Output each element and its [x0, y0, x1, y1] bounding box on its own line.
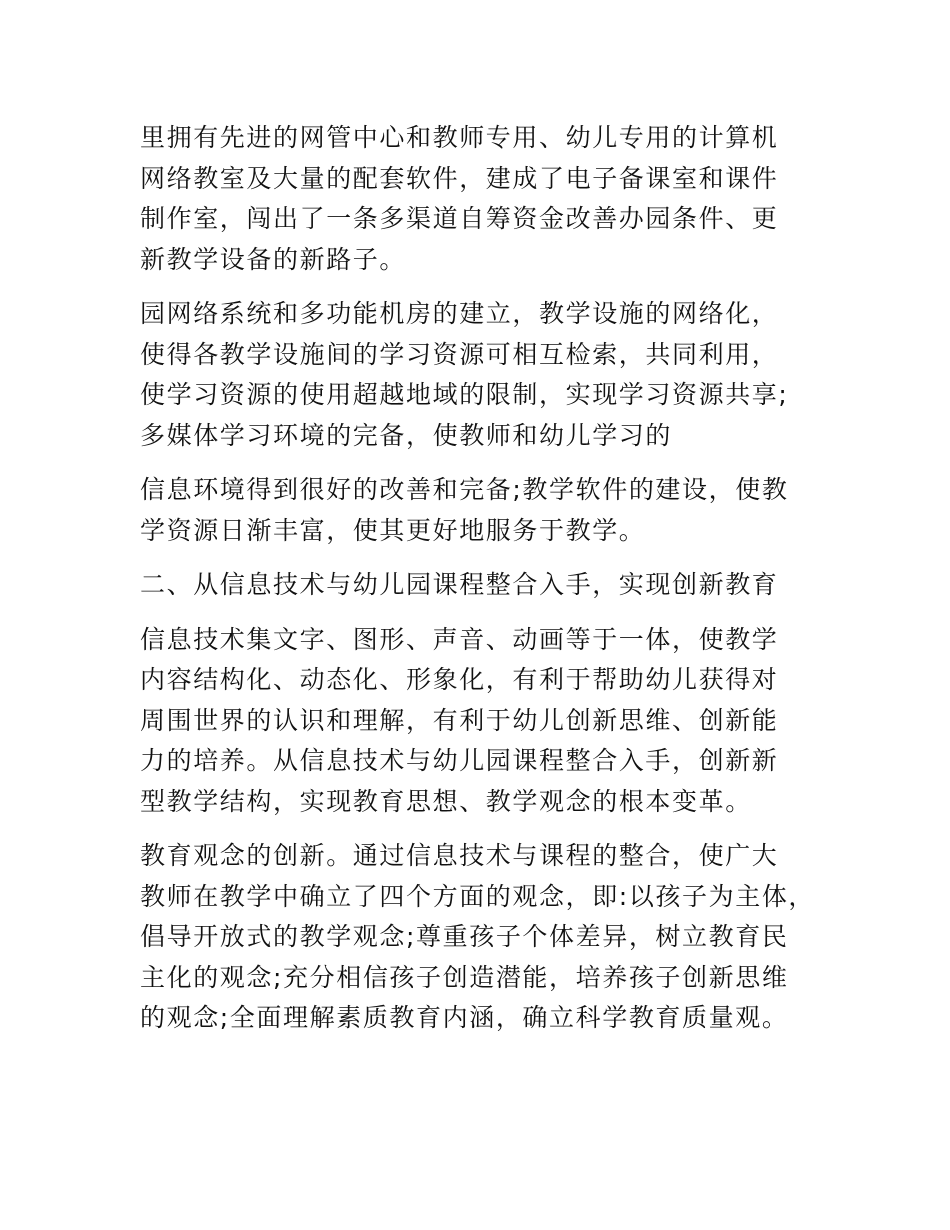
paragraph-5 [140, 836, 840, 1039]
text-line: 园网络系统和多功能机房的建立，教学设施的网络化， [140, 299, 779, 328]
text-line: 教育观念的创新。通过信息技术与课程的整合，使广大 [140, 841, 779, 870]
text-line: 倡导开放式的教学观念;尊重孩子个体差异，树立教育民 [140, 922, 789, 951]
heading-line: 二、从信息技术与幼儿园课程整合入手，实现创新教育 [140, 570, 779, 599]
section-heading [140, 565, 840, 606]
text-line: 信息技术集文字、图形、声音、动画等于一体，使教学 [140, 624, 779, 654]
paragraph-4 [140, 620, 840, 823]
document-body [140, 118, 840, 1053]
text-line: 内容结构化、动态化、形象化，有利于帮助幼儿获得对 [140, 665, 779, 694]
text-line: 力的培养。从信息技术与幼儿园课程整合入手，创新新 [140, 746, 779, 775]
text-line: 使得各教学设施间的学习资源可相互检索，共同利用， [140, 339, 779, 369]
text-line: 里拥有先进的网管中心和教师专用、幼儿专用的计算机 [140, 123, 779, 152]
text-line: 制作室，闯出了一条多渠道自筹资金改善办园条件、更 [140, 204, 779, 233]
paragraph-3 [140, 470, 840, 551]
text-line: 教师在教学中确立了四个方面的观念，即:以孩子为主体， [140, 881, 816, 911]
text-line: 主化的观念;充分相信孩子创造潜能，培养孩子创新思维 [140, 962, 789, 992]
text-line: 网络教室及大量的配套软件，建成了电子备课室和课件 [140, 163, 779, 193]
text-line: 信息环境得到很好的改善和完备;教学软件的建设，使教 [140, 475, 789, 504]
paragraph-2 [140, 294, 840, 456]
text-line: 周围世界的认识和理解，有利于幼儿创新思维、创新能 [140, 705, 779, 735]
paragraph-1 [140, 118, 840, 280]
text-line: 型教学结构，实现教育思想、教学观念的根本变革。 [140, 786, 752, 816]
text-line: 使学习资源的使用超越地域的限制，实现学习资源共享; [140, 380, 789, 409]
text-line: 新教学设备的新路子。 [140, 244, 407, 274]
text-line: 多媒体学习环境的完备，使教师和幼儿学习的 [140, 420, 673, 450]
text-line: 的观念;全面理解素质教育内涵，确立科学教育质量观。 [140, 1003, 789, 1032]
text-line: 学资源日渐丰富，使其更好地服务于教学。 [140, 515, 646, 545]
